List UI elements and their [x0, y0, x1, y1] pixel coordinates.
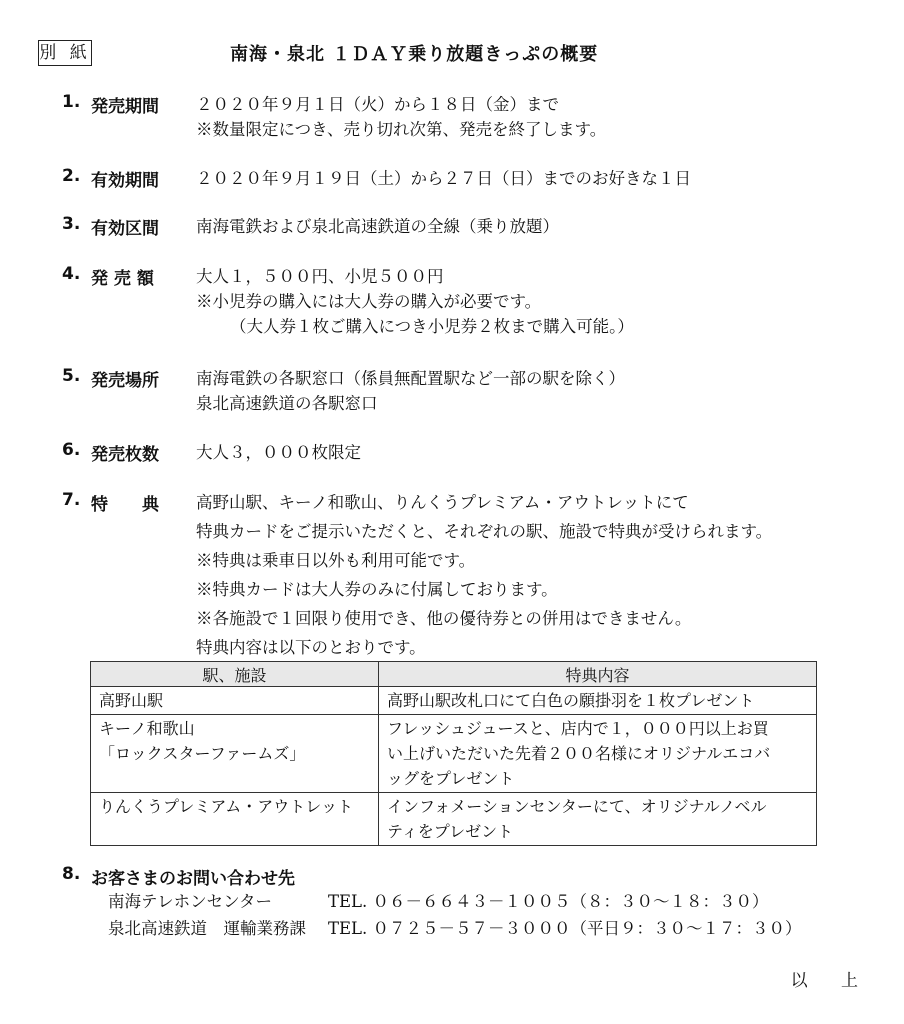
cell-line: 高野山駅	[99, 691, 164, 710]
table-row	[91, 715, 817, 793]
body-line: 大人１，５００円、小児５００円	[196, 267, 444, 286]
section-body	[196, 92, 884, 142]
section-number: 5.	[62, 366, 81, 386]
body-line: 特典内容は以下のとおりです。	[196, 638, 426, 657]
cell-line: ティをプレゼント	[387, 822, 514, 841]
body-line: ※各施設で１回限り使用でき、他の優待券との併用はできません。	[196, 609, 692, 628]
section-label: 有効期間	[91, 171, 159, 191]
body-line: ２０２０年９月１日（火）から１８日（金）まで	[196, 95, 559, 114]
section-number: 3.	[62, 214, 81, 234]
body-line: 南海電鉄および泉北高速鉄道の全線（乗り放題）	[196, 217, 559, 236]
section-label: 発売期間	[91, 97, 159, 117]
body-line: ※特典は乗車日以外も利用可能です。	[196, 551, 476, 570]
body-line: ２０２０年９月１９日（土）から２７日（日）までのお好きな１日	[196, 169, 691, 188]
facility-cell	[91, 687, 379, 715]
contact-row	[108, 915, 802, 942]
end-mark: 以 上	[790, 971, 872, 991]
attachment-label: 別 紙	[38, 40, 92, 66]
benefit-cell	[379, 687, 817, 715]
table-row	[91, 687, 817, 715]
section-label: 特 典	[91, 495, 159, 515]
section-number: 1.	[62, 92, 81, 112]
section-number: 2.	[62, 166, 81, 186]
cell-line: ッグをプレゼント	[387, 769, 515, 788]
cell-line: インフォメーションセンターにて、オリジナルノベル	[387, 797, 767, 816]
cell-line: 「ロックスターファームズ」	[99, 744, 306, 763]
section-number: 8.	[62, 864, 81, 884]
section-number: 6.	[62, 440, 81, 460]
body-line: （大人券１枚ご購入につき小児券２枚まで購入可能。）	[230, 317, 634, 336]
section-body	[196, 214, 884, 239]
body-line: ※特典カードは大人券のみに付属しております。	[196, 580, 558, 599]
facility-cell	[91, 793, 379, 846]
benefit-cell	[379, 715, 817, 793]
body-line: ※小児券の購入には大人券の購入が必要です。	[196, 292, 542, 311]
section-number: 7.	[62, 490, 81, 510]
section-label: 発 売 額	[91, 269, 154, 289]
section-label: 発売枚数	[91, 445, 159, 465]
section-label: お客さまのお問い合わせ先	[91, 869, 295, 889]
section-body	[196, 440, 884, 465]
section-body	[196, 264, 884, 339]
body-line: 大人３，０００枚限定	[196, 443, 361, 462]
facility-cell	[91, 715, 379, 793]
cell-line: りんくうプレミアム・アウトレット	[99, 797, 354, 816]
section-body	[196, 366, 884, 416]
contact-tel: TEL. ０７２５－５７－３０００（平日９：３０～１７：３０）	[328, 919, 802, 938]
section-label: 有効区間	[91, 219, 159, 239]
contact-row	[108, 888, 802, 915]
table-header-row	[91, 662, 817, 687]
column-header-facility: 駅、施設	[91, 662, 379, 687]
body-line: 泉北高速鉄道の各駅窓口	[196, 394, 378, 413]
section-label: 発売場所	[91, 371, 159, 391]
contact-list	[108, 888, 802, 942]
contact-name: 泉北高速鉄道 運輸業務課	[108, 919, 306, 938]
body-line: 南海電鉄の各駅窓口（係員無配置駅など一部の駅を除く）	[196, 369, 625, 388]
benefit-cell	[379, 793, 817, 846]
body-line: 特典カードをご提示いただくと、それぞれの駅、施設で特典が受けられます。	[196, 522, 773, 541]
cell-line: い上げいただいた先着２００名様にオリジナルエコバ	[387, 744, 771, 763]
body-line: 高野山駅、キーノ和歌山、りんくうプレミアム・アウトレットにて	[196, 493, 689, 512]
section-number: 4.	[62, 264, 81, 284]
section-body	[196, 490, 884, 660]
cell-line: フレッシュジュースと、店内で１，０００円以上お買	[387, 719, 769, 738]
document-title: 南海・泉北 １ＤＡＹ乗り放題きっぷの概要	[230, 44, 599, 65]
cell-line: キーノ和歌山	[99, 719, 195, 738]
cell-line: 高野山駅改札口にて白色の願掛羽を１枚プレゼント	[387, 691, 755, 710]
section-body	[196, 166, 884, 191]
contact-tel: TEL. ０６－６６４３－１００５（８：３０～１８：３０）	[328, 892, 769, 911]
benefit-table	[90, 661, 817, 846]
body-line: ※数量限定につき、売り切れ次第、発売を終了します。	[196, 120, 607, 139]
column-header-benefit: 特典内容	[379, 662, 817, 687]
contact-name: 南海テレホンセンター	[108, 892, 273, 911]
table-row	[91, 793, 817, 846]
